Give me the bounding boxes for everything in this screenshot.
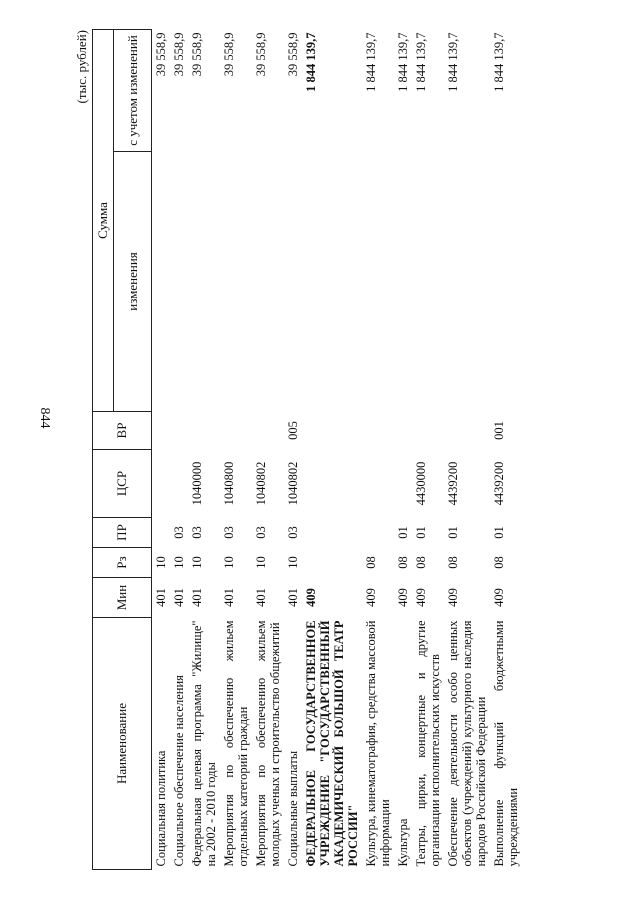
row-name: Социальное обеспечение населения bbox=[172, 675, 186, 867]
row-min: 409 bbox=[414, 588, 428, 607]
row-vr bbox=[252, 412, 284, 450]
units-label: (тыс. рублей) bbox=[74, 30, 89, 104]
row-total: 1 844 139,7 bbox=[364, 32, 378, 92]
row-total: 39 558,9 bbox=[254, 32, 268, 77]
budget-rows bbox=[152, 30, 523, 870]
row-pr bbox=[362, 518, 394, 548]
row-vr bbox=[394, 412, 412, 450]
budget-table bbox=[92, 29, 522, 870]
row-changes bbox=[302, 152, 362, 412]
row-name: ФЕДЕРАЛЬНОЕ ГОСУДАРСТВЕННОЕ УЧРЕЖДЕНИЕ "ГОСУДАРСТВЕННЫЙ АКАДЕМИЧЕСКИЙ БОЛЬШОЙ ТЕАТР РОССИИ" bbox=[304, 620, 360, 867]
table-row bbox=[394, 30, 412, 870]
table-row bbox=[362, 30, 394, 870]
table-row bbox=[490, 30, 522, 870]
row-csr: 1040802 bbox=[254, 461, 268, 506]
row-rz: 10 bbox=[172, 556, 186, 569]
row-total: 39 558,9 bbox=[190, 32, 204, 77]
row-changes bbox=[188, 152, 220, 412]
row-vr bbox=[362, 412, 394, 450]
row-rz: 08 bbox=[396, 556, 410, 569]
header-rz: Рз bbox=[93, 548, 152, 578]
row-vr bbox=[220, 412, 252, 450]
row-min: 401 bbox=[254, 588, 268, 607]
page-number: 844 bbox=[37, 407, 52, 429]
row-csr: 4439200 bbox=[492, 461, 506, 506]
row-csr: 1040800 bbox=[222, 461, 236, 506]
row-changes bbox=[444, 152, 490, 412]
row-min: 401 bbox=[190, 588, 204, 607]
page-content bbox=[70, 10, 638, 890]
table-row bbox=[284, 30, 302, 870]
row-csr bbox=[394, 450, 412, 518]
row-changes bbox=[490, 152, 522, 412]
row-rz: 08 bbox=[492, 556, 506, 569]
table-row bbox=[220, 30, 252, 870]
row-name: Мероприятия по обеспечению жильем отдельных категорий граждан bbox=[222, 620, 250, 867]
row-changes bbox=[362, 152, 394, 412]
row-vr bbox=[152, 412, 171, 450]
row-name: Обеспечение деятельности особо ценных объектов (учреждений) культурного наследия народов Российской Федерации bbox=[446, 620, 488, 867]
row-vr: 005 bbox=[286, 421, 300, 440]
table-row bbox=[412, 30, 444, 870]
table-row bbox=[252, 30, 284, 870]
row-vr bbox=[170, 412, 188, 450]
header-changes: изменения bbox=[114, 152, 152, 412]
header-csr: ЦСР bbox=[93, 450, 152, 518]
table-row bbox=[444, 30, 490, 870]
row-min: 401 bbox=[286, 588, 300, 607]
row-min: 401 bbox=[222, 588, 236, 607]
row-vr: 001 bbox=[492, 421, 506, 440]
row-csr: 1040000 bbox=[190, 461, 204, 506]
row-pr: 03 bbox=[190, 526, 204, 539]
row-changes bbox=[170, 152, 188, 412]
header-min: Мин bbox=[93, 578, 152, 618]
row-min: 409 bbox=[492, 588, 506, 607]
row-pr: 03 bbox=[254, 526, 268, 539]
row-pr: 01 bbox=[414, 526, 428, 539]
row-rz bbox=[302, 548, 362, 578]
header-pr: ПР bbox=[93, 518, 152, 548]
row-pr: 03 bbox=[286, 526, 300, 539]
row-total: 1 844 139,7 bbox=[492, 32, 506, 92]
header-sum: Сумма bbox=[93, 30, 114, 412]
table-row bbox=[188, 30, 220, 870]
row-total: 39 558,9 bbox=[154, 32, 168, 77]
row-total: 39 558,9 bbox=[222, 32, 236, 77]
table-row bbox=[170, 30, 188, 870]
row-min: 409 bbox=[304, 588, 318, 607]
header-with-changes: с учетом изменений bbox=[114, 30, 152, 152]
table-row bbox=[152, 30, 171, 870]
row-min: 401 bbox=[154, 588, 168, 607]
row-rz: 10 bbox=[286, 556, 300, 569]
row-name: Выполнение функций бюджетными учреждениями bbox=[492, 620, 520, 867]
row-vr bbox=[444, 412, 490, 450]
row-total: 1 844 139,7 bbox=[414, 32, 428, 92]
row-rz: 08 bbox=[364, 556, 378, 569]
row-rz: 08 bbox=[414, 556, 428, 569]
row-pr bbox=[152, 518, 171, 548]
row-pr: 01 bbox=[446, 526, 460, 539]
row-csr: 4430000 bbox=[414, 461, 428, 506]
row-min: 409 bbox=[446, 588, 460, 607]
row-rz: 10 bbox=[254, 556, 268, 569]
row-csr: 4439200 bbox=[446, 461, 460, 506]
row-min: 409 bbox=[364, 588, 378, 607]
row-changes bbox=[394, 152, 412, 412]
row-min: 401 bbox=[172, 588, 186, 607]
row-pr: 03 bbox=[222, 526, 236, 539]
row-rz: 10 bbox=[190, 556, 204, 569]
row-pr bbox=[302, 518, 362, 548]
row-csr bbox=[362, 450, 394, 518]
row-total: 39 558,9 bbox=[172, 32, 186, 77]
row-name: Мероприятия по обеспечению жильем молодых ученых и строительство общежитий bbox=[254, 620, 282, 867]
rotated-page bbox=[70, 10, 638, 890]
row-min: 409 bbox=[396, 588, 410, 607]
table-row bbox=[302, 30, 362, 870]
row-total: 1 844 139,7 bbox=[446, 32, 460, 92]
row-changes bbox=[152, 152, 171, 412]
row-total: 1 844 139,7 bbox=[304, 32, 318, 92]
row-name: Культура bbox=[396, 818, 410, 867]
row-csr: 1040802 bbox=[286, 461, 300, 506]
row-rz: 10 bbox=[154, 556, 168, 569]
row-changes bbox=[284, 152, 302, 412]
row-changes bbox=[252, 152, 284, 412]
row-pr: 01 bbox=[492, 526, 506, 539]
row-name: Культура, кинематография, средства массовой информации bbox=[364, 620, 392, 867]
row-vr bbox=[412, 412, 444, 450]
row-total: 1 844 139,7 bbox=[396, 32, 410, 92]
row-csr bbox=[302, 450, 362, 518]
row-changes bbox=[412, 152, 444, 412]
row-name: Театры, цирки, концертные и другие организации исполнительских искусств bbox=[414, 620, 442, 867]
header-name: Наименование bbox=[93, 618, 152, 870]
row-csr bbox=[170, 450, 188, 518]
row-csr bbox=[152, 450, 171, 518]
row-name: Социальные выплаты bbox=[286, 750, 300, 867]
header-vr: ВР bbox=[93, 412, 152, 450]
row-changes bbox=[220, 152, 252, 412]
row-rz: 08 bbox=[446, 556, 460, 569]
row-vr bbox=[302, 412, 362, 450]
row-vr bbox=[188, 412, 220, 450]
row-pr: 01 bbox=[396, 526, 410, 539]
row-total: 39 558,9 bbox=[286, 32, 300, 77]
row-rz: 10 bbox=[222, 556, 236, 569]
row-name: Федеральная целевая программа "Жилище" на 2002 - 2010 годы bbox=[190, 620, 218, 867]
row-pr: 03 bbox=[172, 526, 186, 539]
row-name: Социальная политика bbox=[154, 750, 168, 867]
